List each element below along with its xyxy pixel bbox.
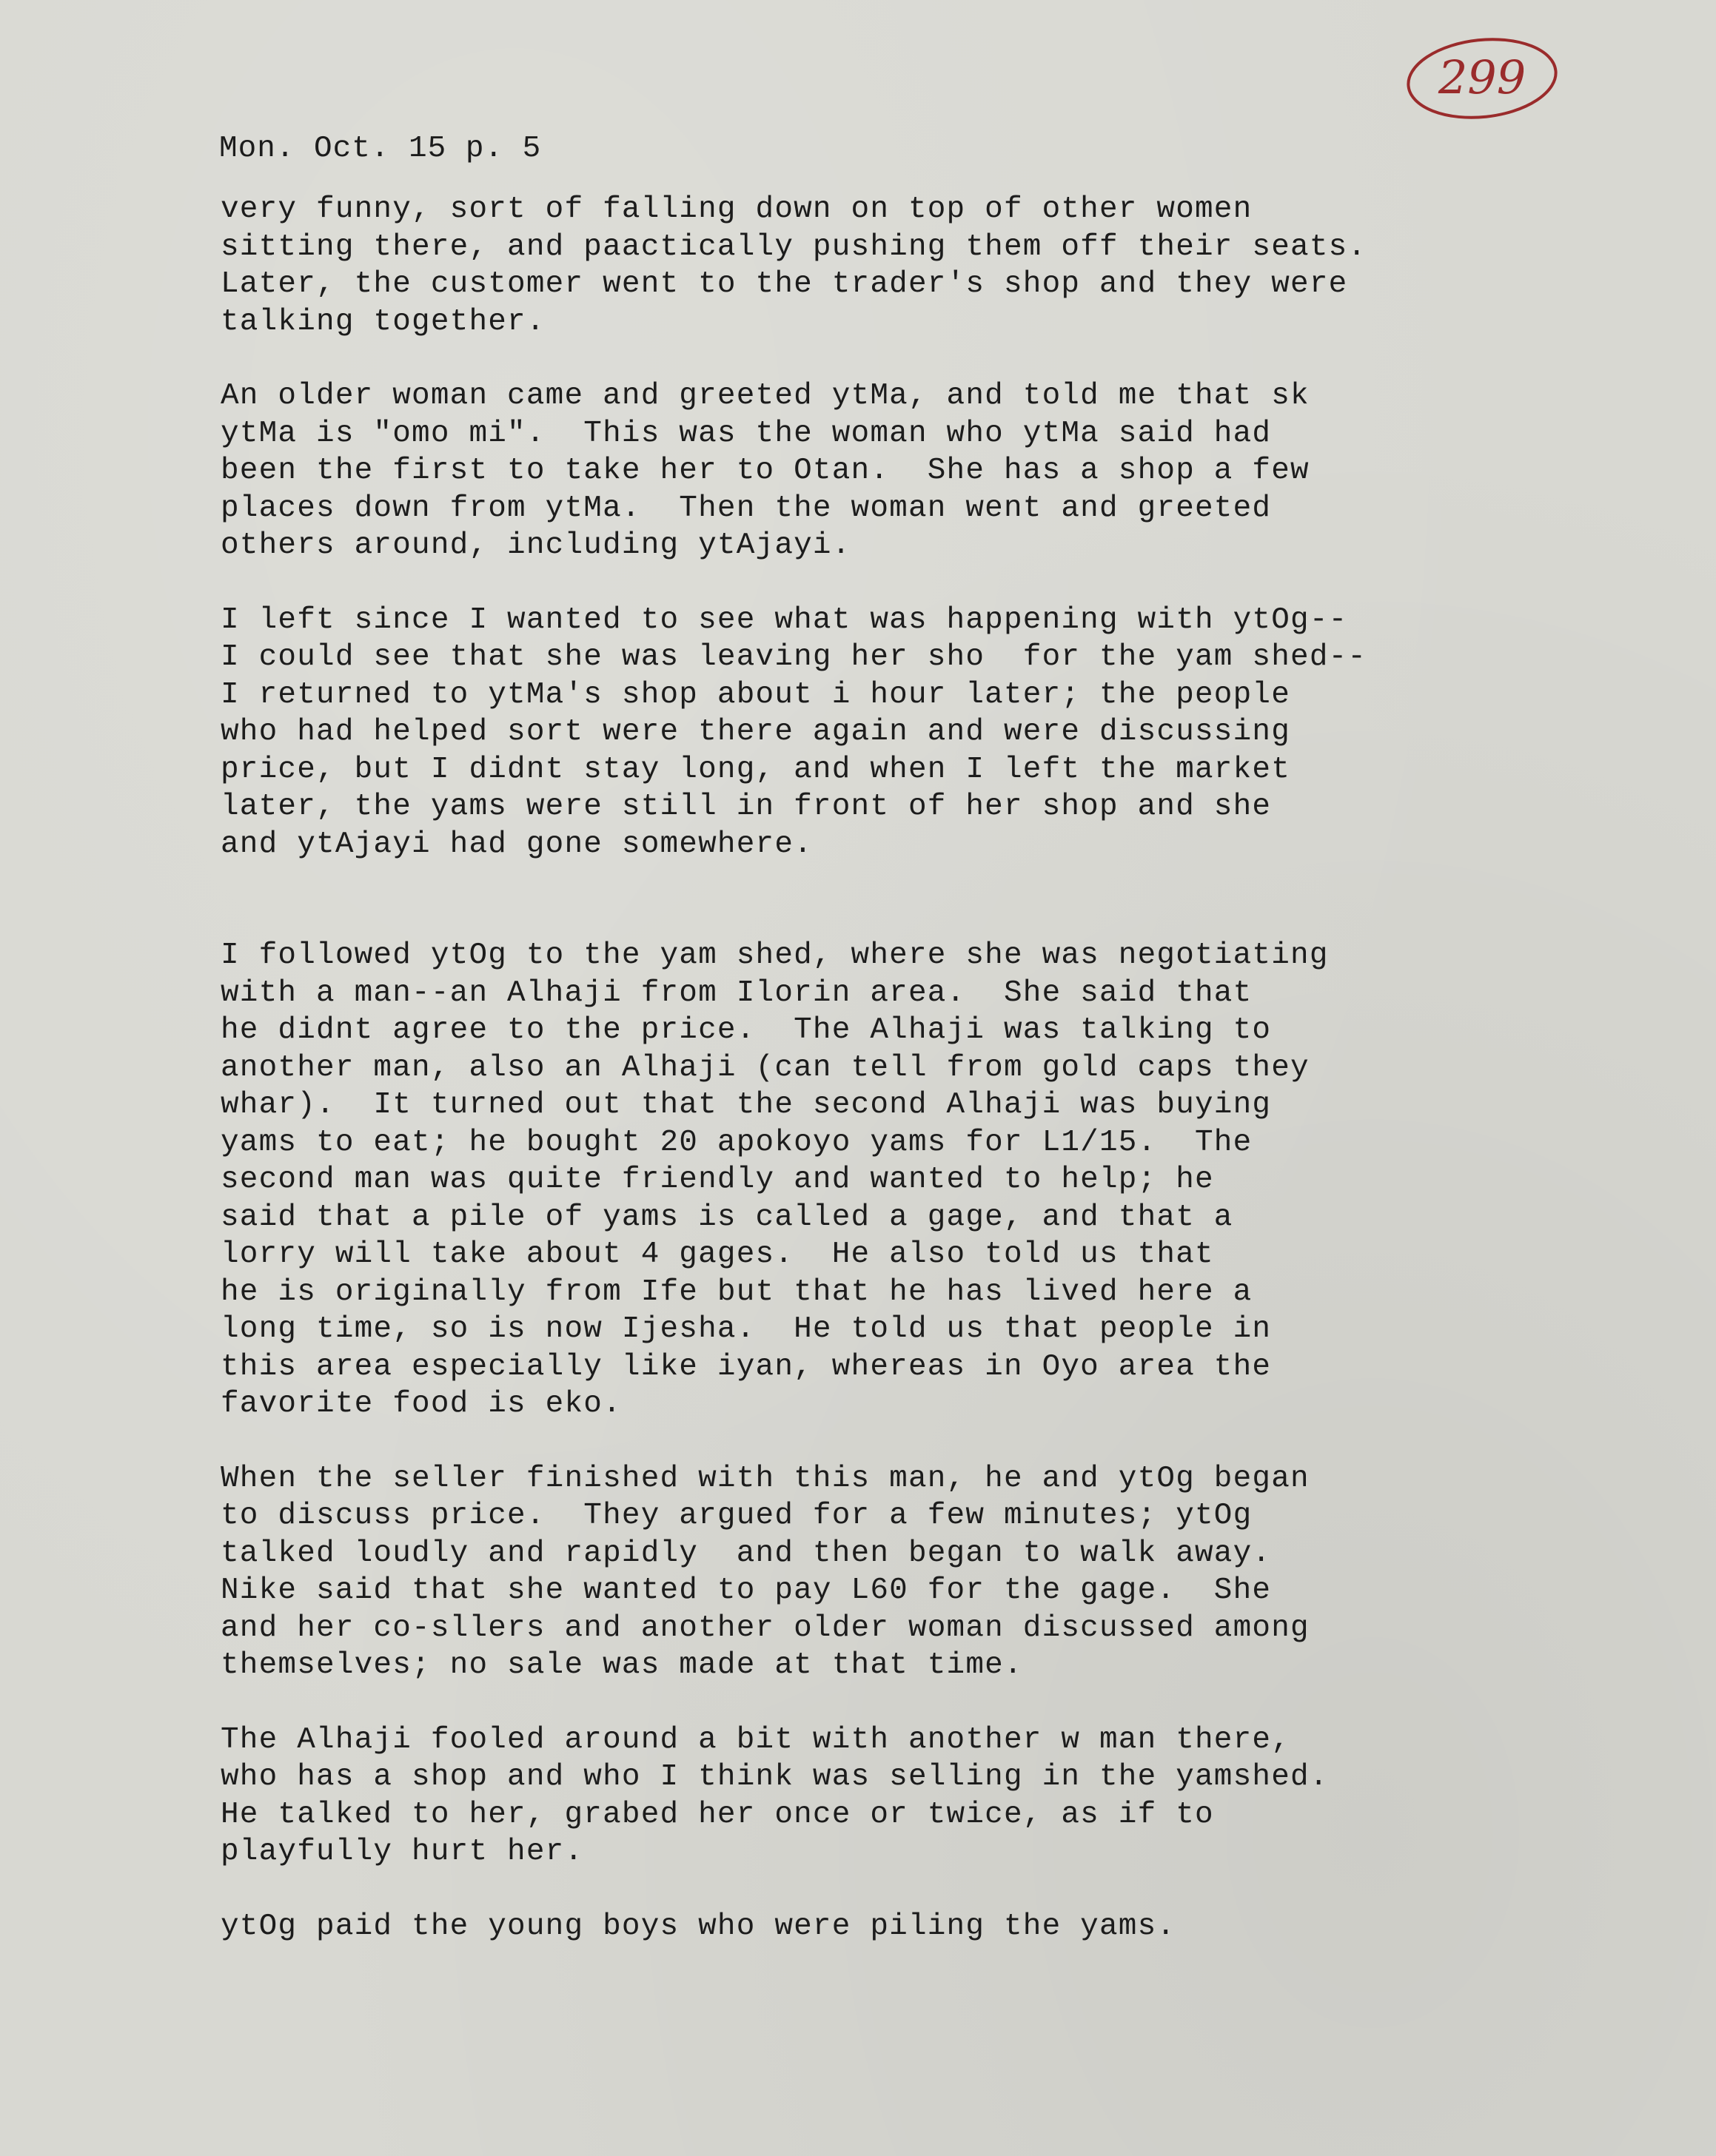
paragraph-4 xyxy=(221,937,1627,1423)
text-line: I followed ytOg to the yam shed, where she was negotiating xyxy=(221,938,1329,973)
text-line: places down from ytMa. Then the woman went and greeted xyxy=(221,491,1272,525)
text-line: Later, the customer went to the trader's shop and they were xyxy=(221,267,1348,301)
text-line: ytOg paid the young boys who were piling the yams. xyxy=(221,1909,1176,1944)
text-line: been the first to take her to Otan. She has a shop a few xyxy=(221,454,1310,488)
paragraph-gap xyxy=(221,1423,1627,1460)
text-line: others around, including ytAjayi. xyxy=(221,528,851,562)
text-line: I returned to ytMa's shop about i hour later; the people xyxy=(221,677,1291,712)
paragraph-1 xyxy=(221,191,1627,340)
text-line: whar). It turned out that the second Alhaji was buying xyxy=(221,1088,1272,1122)
paragraph-gap xyxy=(221,863,1627,937)
paragraph-gap xyxy=(221,1685,1627,1722)
text-line: I left since I wanted to see what was happening with ytOg-- xyxy=(221,602,1348,637)
text-line: Nike said that she wanted to pay L60 for the gage. She xyxy=(221,1574,1272,1608)
text-line: playfully hurt her. xyxy=(221,1835,584,1869)
text-line: themselves; no sale was made at that time. xyxy=(221,1648,1023,1682)
text-line: The Alhaji fooled around a bit with another w man there, xyxy=(221,1722,1291,1757)
text-line: He talked to her, grabed her once or twice, as if to xyxy=(221,1797,1214,1832)
paragraph-3 xyxy=(221,602,1627,864)
text-line: talked loudly and rapidly and then began to walk away. xyxy=(221,1536,1272,1571)
text-line: An older woman came and greeted ytMa, and told me that sk xyxy=(221,379,1310,413)
paragraph-gap xyxy=(221,340,1627,377)
text-line: favorite food is eko. xyxy=(221,1387,622,1421)
typed-body xyxy=(221,191,1627,1945)
text-line: yams to eat; he bought 20 apokoyo yams for L1/15. The xyxy=(221,1125,1253,1160)
handwritten-page-number xyxy=(1399,30,1562,126)
paragraph-5 xyxy=(221,1460,1627,1685)
text-line: who has a shop and who I think was selling in the yamshed. xyxy=(221,1760,1329,1794)
text-line: this area especially like iyan, whereas in Oyo area the xyxy=(221,1349,1272,1384)
text-line: later, the yams were still in front of her shop and she xyxy=(221,790,1272,824)
circled-number-mark xyxy=(1399,30,1562,126)
text-line: with a man--an Alhaji from Ilorin area. She said that xyxy=(221,975,1253,1010)
paragraph-2 xyxy=(221,377,1627,565)
page-number-text: 299 xyxy=(1438,50,1526,104)
paragraph-gap xyxy=(221,1871,1627,1908)
page-header: Mon. Oct. 15 p. 5 xyxy=(219,132,542,166)
text-line: price, but I didnt stay long, and when I left the market xyxy=(221,752,1291,787)
paragraph-6 xyxy=(221,1722,1627,1871)
text-line: another man, also an Alhaji (can tell from gold caps they xyxy=(221,1050,1310,1085)
text-line: very funny, sort of falling down on top of other women xyxy=(221,192,1253,226)
text-line: sitting there, and paactically pushing them off their seats. xyxy=(221,229,1367,264)
paragraph-gap xyxy=(221,565,1627,602)
text-line: who had helped sort were there again and were discussing xyxy=(221,715,1291,749)
text-line: second man was quite friendly and wanted to help; he xyxy=(221,1163,1214,1197)
text-line: lorry will take about 4 gages. He also told us that xyxy=(221,1237,1214,1272)
text-line: to discuss price. They argued for a few minutes; ytOg xyxy=(221,1499,1253,1533)
text-line: he didnt agree to the price. The Alhaji was talking to xyxy=(221,1013,1272,1047)
paragraph-7 xyxy=(221,1908,1627,1946)
text-line: ytMa is "omo mi". This was the woman who ytMa said had xyxy=(221,416,1272,451)
text-line: he is originally from Ife but that he has lived here a xyxy=(221,1275,1253,1309)
text-line: said that a pile of yams is called a gage, and that a xyxy=(221,1200,1233,1235)
text-line: talking together. xyxy=(221,304,546,339)
text-line: and ytAjayi had gone somewhere. xyxy=(221,827,813,862)
text-line: I could see that she was leaving her sho for the yam shed-- xyxy=(221,640,1367,674)
text-line: and her co-sllers and another older woman discussed among xyxy=(221,1611,1310,1645)
text-line: When the seller finished with this man, he and ytOg began xyxy=(221,1461,1310,1496)
text-line: long time, so is now Ijesha. He told us that people in xyxy=(221,1312,1272,1346)
